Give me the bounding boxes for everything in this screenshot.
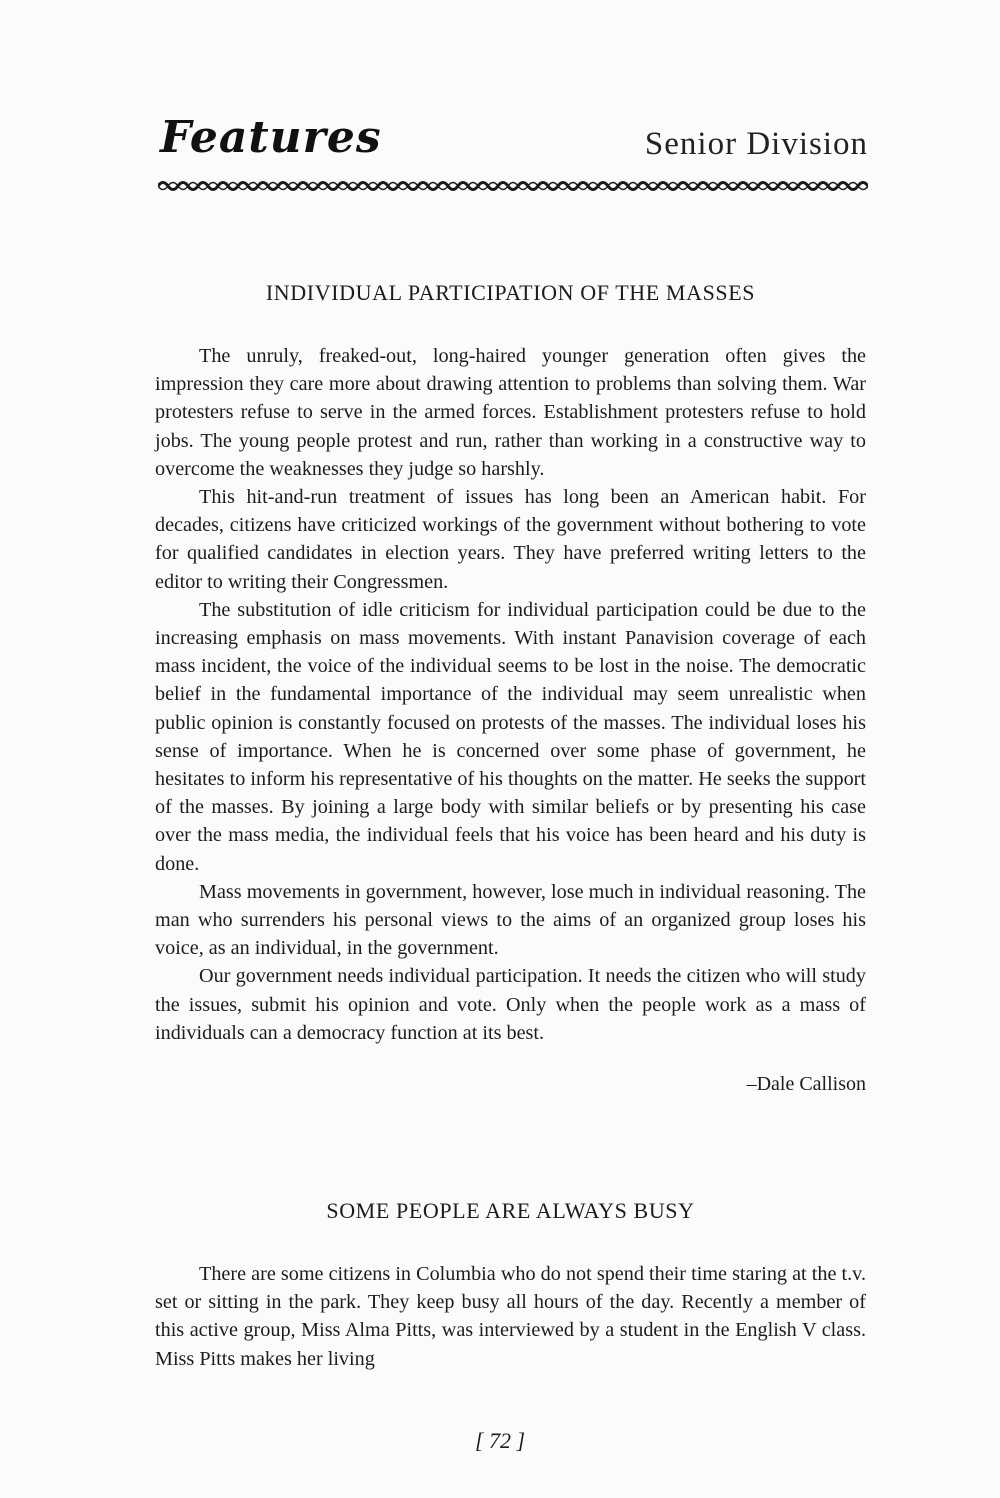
article-title: SOME PEOPLE ARE ALWAYS BUSY [326, 1198, 695, 1223]
article-some-people-busy [155, 1198, 866, 1373]
page-number: [ 72 ] [474, 1428, 526, 1453]
article-paragraph: The unruly, freaked-out, long-haired younger generation often gives the impression they care more about drawing attention to problems than solving them. War protesters refuse to serve in the armed forces. Establishment protesters refuse to hold jobs. The young people protest and run, rather than working in a constructive way to overcome the weaknesses they judge so harshly. [155, 345, 866, 480]
article-paragraph: There are some citizens in Columbia who do not spend their time staring at the t.v. set or sitting in the park. They keep busy all hours of the day. Recently a member of this active group, Miss Alma Pitts, was interviewed by a student in the English V class. Miss Pitts makes her living [155, 1263, 866, 1370]
section-title: Features [160, 112, 382, 163]
article-paragraph: Our government needs individual participation. It needs the citizen who will study the issues, submit his opinion and vote. Only when the people work as a mass of individuals can a democracy function at its best. [155, 965, 866, 1044]
article-paragraph: This hit-and-run treatment of issues has long been an American habit. For decades, citizens have criticized workings of the government without bothering to vote for qualified candidates in election years. They have preferred writing letters to the editor to writing their Congressmen. [155, 486, 866, 593]
article-paragraph: The substitution of idle criticism for individual participation could be due to the increasing emphasis on mass movements. With instant Panavision coverage of each mass incident, the voice of the individual seems to be lost in the noise. The democratic belief in the fundamental importance of the individual may seem unrealistic when public opinion is constantly focused on protests of the masses. The individual loses his sense of importance. When he is concerned over some phase of government, he hesitates to inform his representative of his thoughts on the matter. He seeks the support of the masses. By joining a large body with similar beliefs or by presenting his case over the mass media, the individual feels that his voice has been heard and his duty is done. [155, 598, 866, 875]
article-author: –Dale Callison [746, 1073, 866, 1096]
article-title: INDIVIDUAL PARTICIPATION OF THE MASSES [265, 280, 756, 305]
division-label: Senior Division [644, 126, 868, 162]
article-individual-participation [155, 280, 866, 1096]
article-paragraph: Mass movements in government, however, lose much in individual reasoning. The man who surrenders his personal views to the aims of an organized group loses his voice, as an individual, in the government. [155, 880, 866, 960]
ornamental-rule [158, 178, 868, 194]
page-header [158, 100, 868, 200]
